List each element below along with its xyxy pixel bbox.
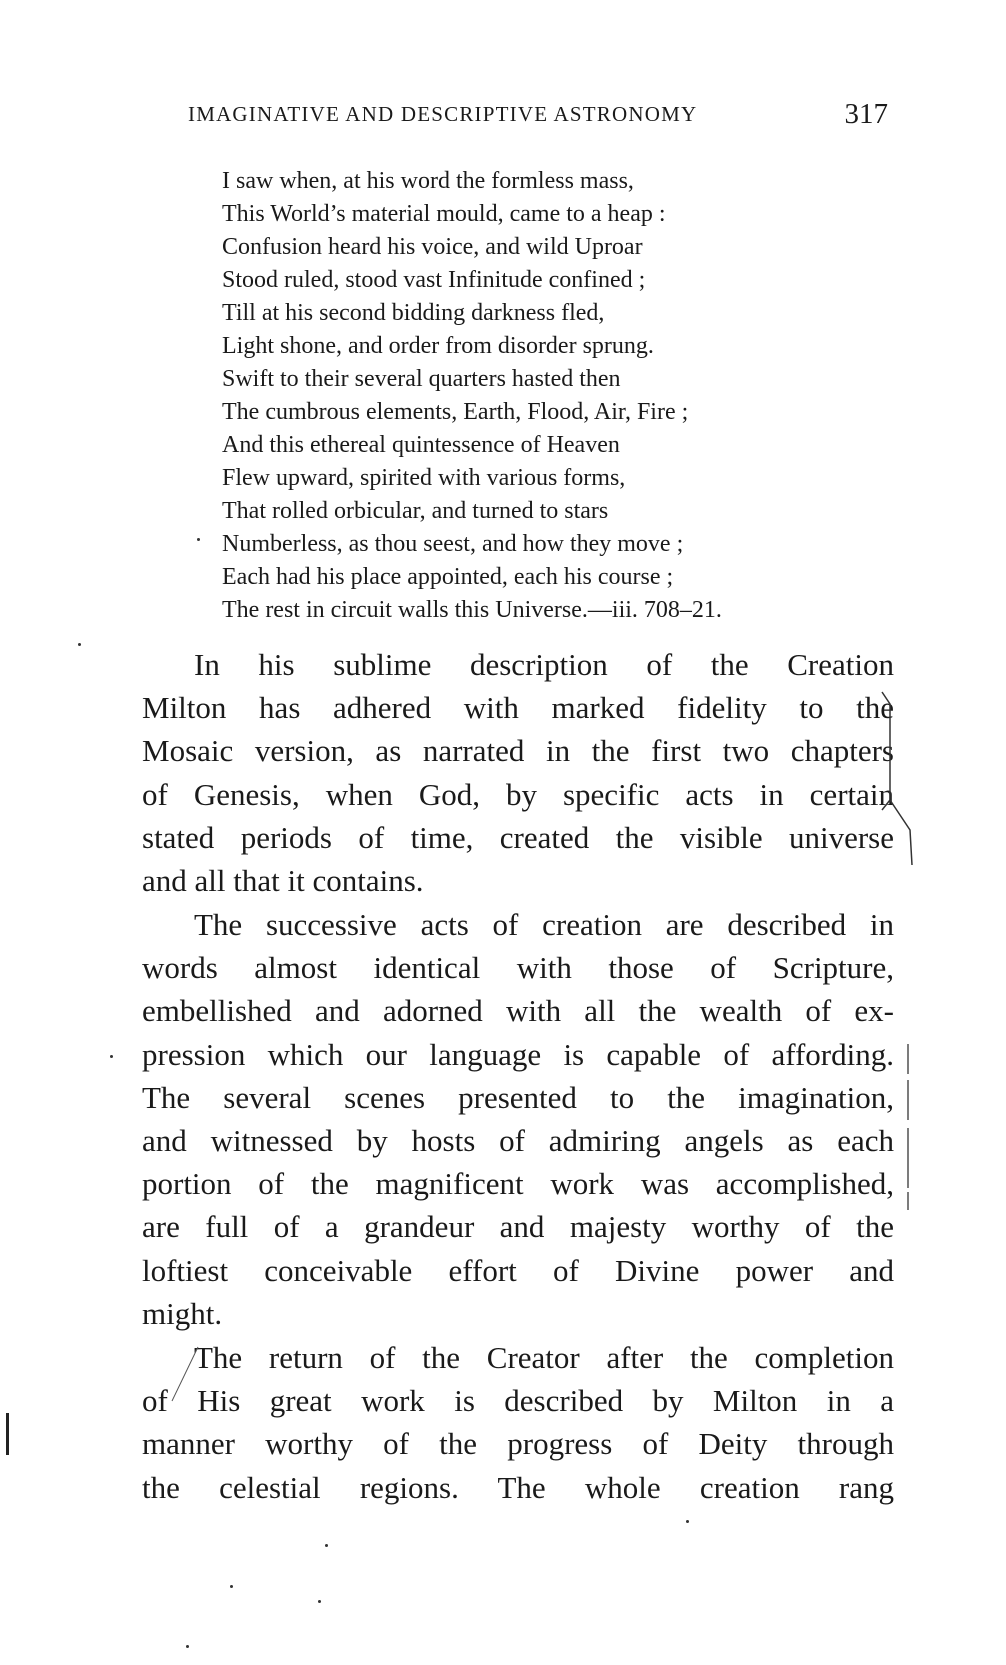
paragraph-line: are full of a grandeur and majesty worthy of the <box>142 1209 894 1245</box>
paragraph-line: portion of the magnificent work was accomplished, <box>142 1166 894 1202</box>
paragraph-line: might. <box>142 1295 223 1331</box>
paragraph-line: embellished and adorned with all the wealth of ex- <box>142 993 894 1029</box>
verse-line: Stood ruled, stood vast Infinitude confined ; <box>222 267 646 293</box>
verse-line: Numberless, as thou seest, and how they move ; <box>222 531 684 557</box>
verse-line: Light shone, and order from disorder sprung. <box>222 333 654 359</box>
scan-speck <box>78 643 81 646</box>
scan-speck <box>686 1520 689 1523</box>
running-head <box>188 94 888 134</box>
scan-speck <box>230 1585 233 1588</box>
paragraph-line: Milton has adhered with marked fidelity to the <box>142 690 894 726</box>
paragraph-line: The successive acts of creation are described in <box>194 907 894 942</box>
scan-speck <box>110 1055 113 1058</box>
margin-tick-mark <box>168 1345 208 1405</box>
scan-speck <box>197 538 200 541</box>
paragraph-line: loftiest conceivable effort of Divine power and <box>142 1252 894 1288</box>
paragraph-line: manner worthy of the progress of Deity through <box>142 1426 894 1462</box>
verse-line: This World’s material mould, came to a heap : <box>222 201 666 227</box>
scan-edge-mark <box>6 1413 9 1455</box>
verse-line: Flew upward, spirited with various forms, <box>222 465 626 491</box>
verse-line: The cumbrous elements, Earth, Flood, Air, Fire ; <box>222 399 689 425</box>
verse-line: I saw when, at his word the formless mass, <box>222 168 634 194</box>
paragraph-line: stated periods of time, created the visible universe <box>142 819 894 855</box>
paragraph-1 <box>142 643 894 902</box>
paragraph-line: Mosaic version, as narrated in the first two chapters <box>142 733 894 769</box>
scan-speck <box>318 1600 321 1603</box>
verse-line: Swift to their several quarters hasted then <box>222 366 621 392</box>
running-title: IMAGINATIVE AND DESCRIPTIVE ASTRONOMY <box>188 102 698 126</box>
scan-speck <box>186 1645 189 1648</box>
paragraph-line: the celestial regions. The whole creation rang <box>142 1469 894 1505</box>
paragraph-line: and witnessed by hosts of admiring angels as each <box>142 1122 894 1158</box>
paragraph-line: The return of the Creator after the completion <box>194 1340 894 1375</box>
verse-line: Till at his second bidding darkness fled, <box>222 300 605 326</box>
paragraph-line: The several scenes presented to the imagination, <box>142 1079 894 1115</box>
paragraph-line: of Genesis, when God, by specific acts in certain <box>142 776 894 812</box>
paragraph-line: words almost identical with those of Scripture, <box>142 950 894 986</box>
verse-line: Confusion heard his voice, and wild Uproar <box>222 234 643 260</box>
margin-bracket-mark <box>880 690 940 870</box>
page-number: 317 <box>844 98 888 130</box>
verse-quotation <box>222 165 862 627</box>
paragraph-3 <box>142 1336 894 1509</box>
paragraph-line: of His great work is described by Milton in a <box>142 1383 894 1419</box>
verse-line: That rolled orbicular, and turned to stars <box>222 498 609 524</box>
paragraph-line: and all that it contains. <box>142 862 424 898</box>
paragraph-line: In his sublime description of the Creation <box>194 647 894 682</box>
verse-line: And this ethereal quintessence of Heaven <box>222 432 620 458</box>
verse-line: Each had his place appointed, each his course ; <box>222 564 674 590</box>
margin-line-mark <box>898 1040 918 1210</box>
verse-line: The rest in circuit walls this Universe.—iii. 708–21. <box>222 597 722 623</box>
paragraph-line: pression which our language is capable of affording. <box>142 1036 894 1072</box>
paragraph-2 <box>142 903 894 1335</box>
scan-speck <box>325 1544 328 1547</box>
